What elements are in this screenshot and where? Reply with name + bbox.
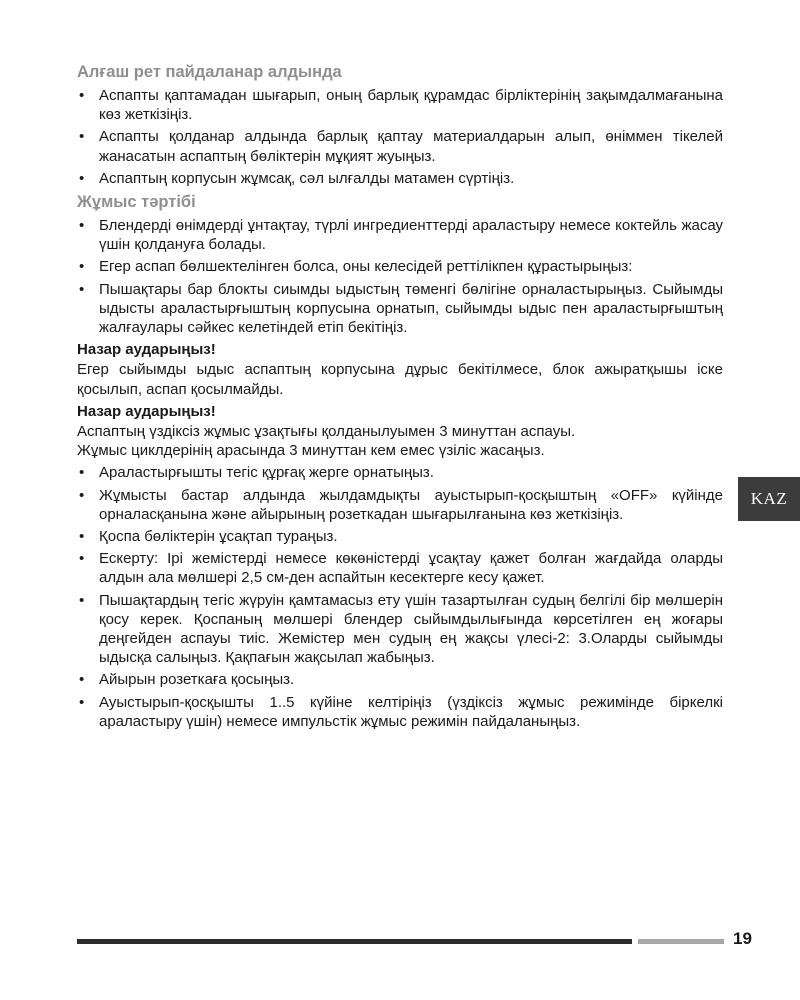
list-item: • Қоспа бөліктерін ұсақтап тураңыз.	[79, 528, 338, 546]
attention-text-2a: Аспаптың үздіксіз жұмыс ұзақтығы қолданылуымен 3 минуттан аспауы.	[77, 423, 576, 441]
list-item: • Егер аспап бөлшектелінген болса, оны келесідей реттілікпен құрастырыңыз:	[79, 258, 633, 276]
list-item: • Пышақтары бар блокты сиымды ыдыстың төменгі бөлігіне орналастырыңыз. Сыйымды ыдысты араластырғыштың корпусына орнатып, сыйымды ыдыс пен араластырғыштың жалғаулары сәйкес келетіндей етіп бекітіңіз.	[79, 280, 723, 337]
list-item: • Айырын розеткаға қосыңыз.	[79, 671, 295, 689]
attention-title-2: Назар аударыңыз!	[77, 402, 216, 420]
section-heading-first-use: Алғаш рет пайдаланар алдында	[77, 63, 342, 81]
language-tab: KAZ	[738, 477, 800, 521]
list-item: • Ауыстырып-қосқышты 1..5 күйіне келтіріңіз (үздіксіз жұмыс режимінде біркелкі араластыру үшін) немесе импульстік жұмыс режимін пайдаланыңыз.	[79, 693, 723, 730]
bullet: •	[79, 671, 85, 689]
footer-bar-dark	[77, 939, 632, 944]
first-use-list	[77, 86, 723, 188]
bullet: •	[79, 550, 85, 568]
attention-text-1: Егер сыйымды ыдыс аспаптың корпусына дұрыс бекітілмесе, блок ажыратқышы іске қосылып, аспап қосылмайды.	[77, 361, 723, 398]
section-heading-operation: Жұмыс тәртібі	[77, 193, 196, 212]
bullet: •	[79, 464, 85, 482]
operation-list	[77, 216, 723, 337]
list-item: • Пышақтардың тегіс жүруін қамтамасыз ету үшін тазартылған судың белгілі бір мөлшерін қосу керек. Қоспаның мөлшері блендер сыйымдылығында көрсетілген ең жоғары деңгейден аспауы тиіс. Жемістер мен судың ең жақсы үлесі-2: 3.Оларды сыйымды ыдысқа салыңыз. Қақпағын жақсылап жабыңыз.	[79, 591, 723, 667]
attention-title-1: Назар аударыңыз!	[77, 341, 216, 359]
list-item: • Аспаптың корпусын жұмсақ, сәл ылғалды матамен сүртіңіз.	[79, 169, 515, 187]
list-item: • Блендерді өнімдерді ұнтақтау, түрлі ингредиенттерді араластыру немесе коктейль жасау үшін қолдануға болады.	[79, 217, 723, 254]
bullet: •	[79, 169, 85, 187]
attention-text-2b: Жұмыс циклдерінің арасында 3 минуттан кем емес үзіліс жасаңыз.	[77, 442, 545, 460]
page-number: 19	[733, 929, 752, 948]
bullet: •	[79, 280, 85, 298]
bullet: •	[79, 258, 85, 276]
list-item: • Аспапты қолданар алдында барлық қаптау материалдарын алып, өніммен тікелей жанасатын аспаптың бөліктерін мұқият жуыңыз.	[79, 128, 723, 165]
bullet: •	[79, 528, 85, 546]
list-item: • Жұмысты бастар алдында жылдамдықты ауыстырып-қосқыштың «OFF» күйінде орналасқанына және айырының розеткадан шығарылғанына көз жеткізіңіз.	[79, 486, 723, 523]
steps-list	[77, 463, 723, 731]
bullet: •	[79, 217, 85, 235]
bullet: •	[79, 486, 85, 504]
footer-bar-light	[638, 939, 724, 944]
bullet: •	[79, 128, 85, 146]
page-content	[77, 62, 723, 734]
list-item: • Араластырғышты тегіс құрғақ жерге орнатыңыз.	[79, 464, 434, 482]
list-item: • Аспапты қаптамадан шығарып, оның барлық құрамдас бірліктерінің зақымдалмағанына көз жеткізіңіз.	[79, 87, 723, 124]
bullet: •	[79, 87, 85, 104]
bullet: •	[79, 591, 85, 609]
list-item: • Ескерту: Ірі жемістерді немесе көкөністерді ұсақтау қажет болған жағдайда оларды алдын ала мөлшері 2,5 см-ден аспайтын кесектерге кесу қажет.	[79, 550, 723, 587]
bullet: •	[79, 693, 85, 711]
